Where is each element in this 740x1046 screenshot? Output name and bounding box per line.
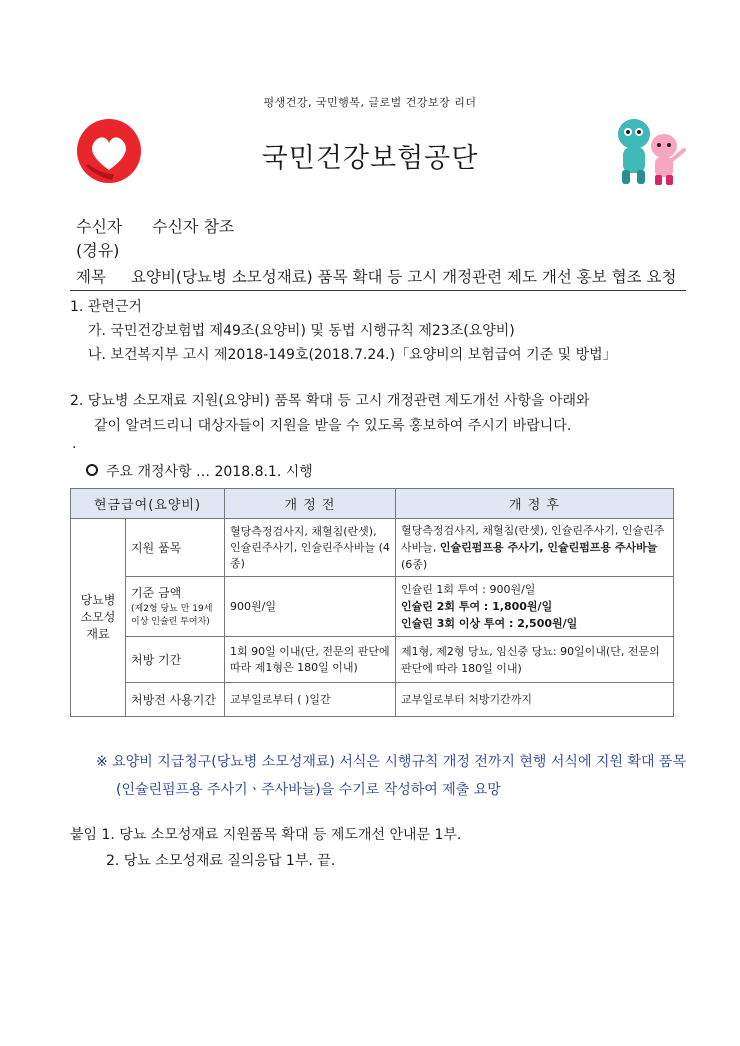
item-cell: 처방 기간 bbox=[126, 637, 225, 683]
item-cell: 지원 품목 bbox=[126, 519, 225, 577]
slogan: 평생건강, 국민행복, 글로벌 건강보장 리더 bbox=[263, 96, 477, 109]
divider bbox=[70, 290, 686, 291]
notice-block bbox=[96, 748, 696, 804]
circle-bullet-icon bbox=[86, 464, 98, 476]
table-row bbox=[71, 519, 674, 577]
before-cell: 1회 90일 이내(단, 전문의 판단에 따라 제1형은 180일 이내) bbox=[225, 637, 396, 683]
after-tail: (6종) bbox=[401, 558, 428, 571]
before-cell: 교부일로부터 ( )일간 bbox=[225, 683, 396, 717]
mascot-image bbox=[608, 112, 688, 188]
item-sublabel: (제2형 당뇨 만 19세 이상 인슐린 투여자) bbox=[131, 604, 213, 627]
table-header-benefit: 현금급여(요양비) bbox=[71, 489, 225, 519]
category-line: 재료 bbox=[86, 627, 110, 641]
after-plain: 혈당측정검사지, 채혈침(란셋), 인슐린주사기, 인슐린주사바늘, bbox=[401, 524, 665, 554]
attachment-line: 붙임 1. 당뇨 소모성재료 지원품목 확대 등 제도개선 안내문 1부. bbox=[70, 827, 462, 843]
table-header-before: 개 정 전 bbox=[225, 489, 396, 519]
category-line: 당뇨병 bbox=[80, 593, 116, 607]
after-cell: 제1형, 제2형 당뇨, 임신중 당뇨: 90일이내(단, 전문의 판단에 따라 180일 이내) bbox=[396, 637, 674, 683]
key-changes-heading bbox=[86, 461, 313, 481]
after-bold: 인슐린펌프용 주사기, 인슐린펌프용 주사바늘 bbox=[439, 541, 658, 554]
table-row bbox=[71, 577, 674, 637]
subject-label: 제목 bbox=[76, 268, 106, 286]
recipient-value: 수신자 참조 bbox=[152, 217, 235, 236]
via-label: (경유) bbox=[76, 241, 120, 260]
recipient-label: 수신자 bbox=[76, 217, 123, 236]
section1-title: 1. 관련근거 bbox=[70, 299, 142, 315]
category-cell bbox=[71, 519, 126, 717]
section2-line1: 2. 당뇨병 소모재료 지원(요양비) 품목 확대 등 고시 개정관련 제도개선 사항을 아래와 bbox=[70, 393, 590, 409]
subject-row bbox=[76, 265, 676, 287]
section1-item-a: 가. 국민건강보험법 제49조(요양비) 및 동법 시행규칙 제23조(요양비) bbox=[88, 323, 515, 339]
after-line: 인슐린 1회 투여 : 900원/일 bbox=[401, 583, 536, 596]
key-changes-text: 주요 개정사항 … 2018.8.1. 시행 bbox=[106, 464, 313, 480]
subject-text: 요양비(당뇨병 소모성재료) 품목 확대 등 고시 개정관련 제도 개선 홍보 협조 요청 bbox=[131, 268, 677, 286]
before-cell: 900원/일 bbox=[225, 577, 396, 637]
notice-line: ※ 요양비 지급청구(당뇨병 소모성재료) 서식은 시행규칙 개정 전까지 현행 서식에 지원 확대 품목 bbox=[96, 754, 686, 770]
table-row bbox=[71, 683, 674, 717]
after-cell bbox=[396, 577, 674, 637]
after-line: 인슐린 3회 이상 투여 : 2,500원/일 bbox=[401, 617, 578, 630]
section1-item-b: 나. 보건복지부 고시 제2018-149호(2018.7.24.)「요양비의 보험급여 기준 및 방법」 bbox=[88, 347, 617, 363]
notice-line: (인슐린펌프용 주사기ㆍ주사바늘)을 수기로 작성하여 제출 요망 bbox=[116, 782, 501, 798]
changes-table bbox=[70, 488, 674, 717]
recipient-row bbox=[76, 214, 234, 237]
item-cell bbox=[126, 577, 225, 637]
organization-name: 국민건강보험공단 bbox=[261, 143, 479, 174]
after-line: 인슐린 2회 투여 : 1,800원/일 bbox=[401, 600, 553, 613]
table-row bbox=[71, 637, 674, 683]
stray-dot: . bbox=[72, 436, 77, 452]
attachment-line: 2. 당뇨 소모성재료 질의응답 1부. 끝. bbox=[106, 853, 336, 869]
after-cell bbox=[396, 519, 674, 577]
category-line: 소모성 bbox=[80, 610, 116, 624]
after-cell: 교부일로부터 처방기간까지 bbox=[396, 683, 674, 717]
before-cell: 혈당측정검사지, 채혈침(란셋), 인슐린주사기, 인슐린주사바늘 (4종) bbox=[225, 519, 396, 577]
section2-line2: 같이 알려드리니 대상자들이 지원을 받을 수 있도록 홍보하여 주시기 바랍니다. bbox=[94, 418, 572, 434]
table-header-after: 개 정 후 bbox=[396, 489, 674, 519]
item-cell: 처방전 사용기간 bbox=[126, 683, 225, 717]
table-header-row bbox=[71, 489, 674, 519]
item-label: 기준 금액 bbox=[131, 586, 182, 600]
